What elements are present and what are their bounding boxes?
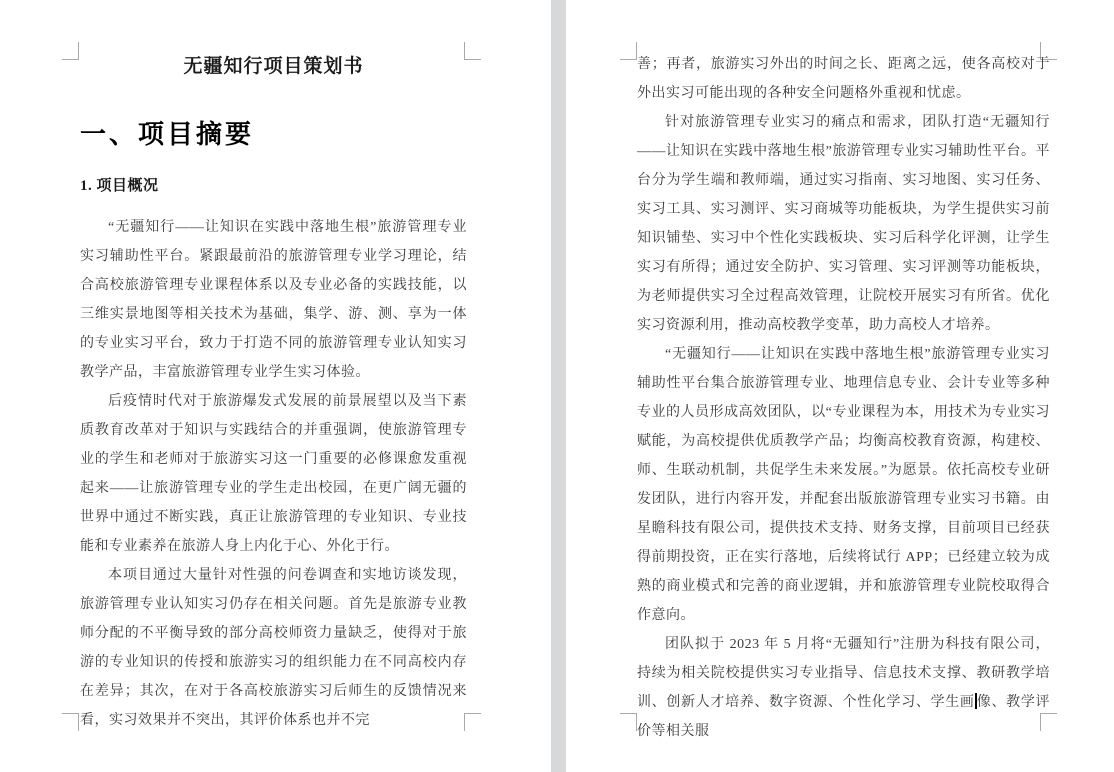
crop-mark-bottom-left [62,713,79,731]
body-paragraph[interactable]: 后疫情时代对于旅游爆发式发展的前景展望以及当下素质教育改革对于知识与实践结合的并重强调，使旅游管理专业的学生和老师对于旅游实习这一门重要的必修课愈发重视起来——让旅游管理专业的学生走出校园，在更广阔无疆的世界中通过不断实践，真正让旅游管理的专业知识、专业技能和专业素养在旅游人身上内化于心、外化于行。 [80,394,467,554]
crop-mark-bottom-left [620,713,637,731]
body-paragraph[interactable]: 本项目通过大量针对性强的问卷调查和实地访谈发现，旅游管理专业认知实习仍存在相关问题。首先是旅游专业教师分配的不平衡导致的部分高校师资力量缺乏，使得对于旅游的专业知识的传授和旅游实习的组织能力在不同高校内存在差异；其次，在对于各高校旅游实习后师生的反馈情况来看，实习效果并不突出，其评价体系也并不完 [80,568,467,728]
document-title[interactable]: 无疆知行项目策划书 [183,56,364,77]
page-gap [551,0,566,772]
body-paragraph-continuation[interactable]: 善；再者，旅游实习外出的时间之长、距离之远，使各高校对于外出实习可能出现的各种安全问题格外重视和忧虑。 [637,57,1050,101]
body-paragraph[interactable]: 针对旅游管理专业实习的痛点和需求，团队打造“无疆知行——让知识在实践中落地生根”旅游管理专业实习辅助性平台。平台分为学生端和教师端，通过实习指南、实习地图、实习任务、实习工具、实习测评、实习商城等功能板块，为学生提供实习前知识铺垫、实习中个性化实践板块、实习后科学化评测，让学生实习有所得；通过安全防护、实习管理、实习评测等功能板块，为老师提供实习全过程高效管理，让院校开展实习有所省。优化实习资源利用，推动高校教学变革，助力高校人才培养。 [637,115,1050,333]
subsection-heading[interactable]: 1. 项目概况 [80,178,159,194]
body-paragraph-with-caret[interactable] [637,630,1050,746]
page-1-text-column[interactable] [80,0,467,735]
crop-mark-top-left [620,42,637,60]
section-heading[interactable]: 一、项目摘要 [80,120,255,149]
page-2-text-column[interactable] [637,0,1050,746]
body-paragraph[interactable]: “无疆知行——让知识在实践中落地生根”旅游管理专业实习辅助性平台。紧跟最前沿的旅游管理专业学习理论，结合高校旅游管理专业课程体系以及专业必备的实践技能，以三维实景地图等相关技术为基础，集学、游、测、享为一体的专业实习平台，致力于打造不同的旅游管理专业认知实习教学产品，丰富旅游管理专业学生实习体验。 [80,220,467,380]
body-paragraph[interactable]: “无疆知行——让知识在实践中落地生根”旅游管理专业实习辅助性平台集合旅游管理专业、地理信息专业、会计专业等多种专业的人员形成高效团队，以“专业课程为本，用技术为专业实习赋能，为高校提供优质教学产品；均衡高校教育资源，构建校、师、生联动机制，共促学生未来发展。”为愿景。依托高校专业研发团队，进行内容开发，并配套出版旅游管理专业实习书籍。由星瞻科技有限公司，提供技术支持、财务支撑，目前项目已经获得前期投资，正在实行落地，后续将试行 APP；已经建立较为成熟的商业模式和完善的商业逻辑，并和旅游管理专业院校取得合作意向。 [637,347,1050,623]
page-2[interactable] [566,0,1114,772]
caret-paragraph-after: 像、教学评价等相关服 [637,695,1051,739]
caret-paragraph-before: 团队拟于 2023 年 5 月将“无疆知行”注册为科技有限公司，持续为相关院校提供实习专业指导、信息技术支撑、教研教学培训、创新人才培养、数字资源、个性化学习、学生画 [637,637,1050,710]
page-1[interactable] [0,0,551,772]
crop-mark-top-left [62,42,79,60]
